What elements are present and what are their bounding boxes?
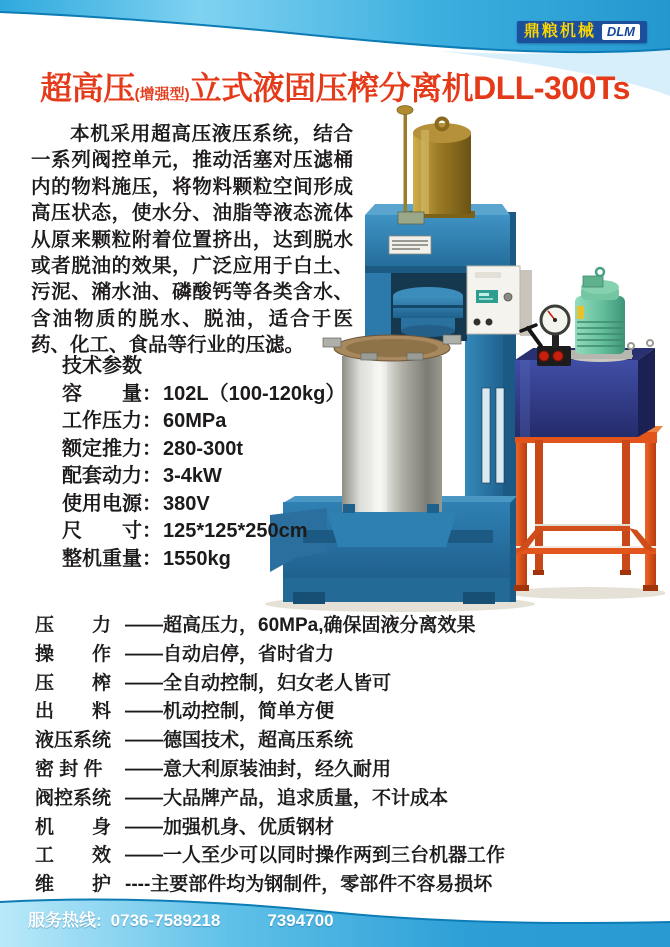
hotline-label: 服务热线: xyxy=(28,911,102,930)
spec-value: 1550kg xyxy=(163,547,231,570)
feature-text: ----主要部件均为钢制件，零部件不容易损坏 xyxy=(125,874,493,896)
pressure-gauge xyxy=(541,306,569,348)
title-qualifier: (增强型) xyxy=(134,86,190,103)
spec-row xyxy=(62,381,345,409)
feature-label: 压 力 xyxy=(35,615,112,636)
feature-label: 压 榨 xyxy=(35,672,112,694)
spec-label: 使用电源： xyxy=(62,492,162,515)
tank-stand xyxy=(514,426,663,591)
control-button xyxy=(504,293,512,301)
press-piston xyxy=(365,273,467,343)
feature-row xyxy=(35,612,645,641)
valve-lever xyxy=(528,328,541,346)
feature-row xyxy=(35,698,645,727)
hydraulic-cylinder xyxy=(409,119,475,219)
spec-row xyxy=(62,491,345,519)
company-logo xyxy=(517,21,647,43)
control-box xyxy=(467,266,532,336)
title-prefix: 超高压 xyxy=(40,70,135,106)
control-knob xyxy=(486,319,493,326)
feature-label: 密 封 件 xyxy=(35,758,103,780)
feature-text: ——自动启停，省时省力 xyxy=(125,643,335,665)
feature-label: 维 护 xyxy=(35,874,112,896)
feature-label: 工 效 xyxy=(35,845,112,867)
hotline-phone-1: 0736-7589218 xyxy=(110,911,221,930)
tank-eyebolt xyxy=(647,340,653,346)
title-main: 立式液固压榨分离机DLL-300Ts xyxy=(189,70,630,106)
feature-label: 液压系统 xyxy=(35,730,112,752)
spec-value: 102L（100-120kg） xyxy=(163,382,346,405)
spec-row xyxy=(62,436,345,464)
feature-text: ——机动控制，简单方便 xyxy=(125,701,335,723)
feature-text: ——大品牌产品，追求质量，不计成本 xyxy=(125,787,449,809)
spec-value: 280-300t xyxy=(163,437,244,460)
logo-dlm-badge: DLM xyxy=(602,24,640,40)
feature-row xyxy=(35,842,645,871)
feature-label: 阀控系统 xyxy=(35,787,112,809)
spec-label: 配套动力： xyxy=(62,465,162,487)
hotline-phone-2: 7394700 xyxy=(267,911,334,930)
rod-clamp xyxy=(398,212,424,224)
spec-label: 工作压力： xyxy=(62,410,162,432)
spec-row xyxy=(62,546,345,574)
feature-text: ——全自动控制，妇女老人皆可 xyxy=(125,672,392,694)
feature-row xyxy=(35,871,645,900)
motor-label xyxy=(577,306,584,319)
intro-paragraph: 本机采用超高压液压系统，结合一系列阀控单元，推动活塞对压滤桶内的物料施压，将物料颗粒空间形成高压状态，使水分、油脂等液态流体从原来颗粒附着位置挤出，达到脱水或者脱油的效果，广泛应用于白土、污泥、潲水油、磷酸钙等各类含水、含油物质的脱水、脱油，适合于医药、化工、食品等行业的压滤。 xyxy=(31,123,353,357)
feature-text: ——意大利原装油封，经久耐用 xyxy=(125,758,392,780)
feature-row xyxy=(35,670,645,699)
spec-value: 60MPa xyxy=(163,410,227,432)
specs-section xyxy=(62,353,345,573)
control-display xyxy=(476,290,498,303)
spec-label: 整机重量： xyxy=(62,547,162,570)
drum-support xyxy=(327,512,457,547)
page-title xyxy=(0,63,670,109)
specs-heading: 技术参数 xyxy=(62,355,142,377)
spec-label: 额定推力： xyxy=(62,437,162,460)
spec-row xyxy=(62,463,345,491)
feature-text: ——加强机身、优质钢材 xyxy=(125,816,335,838)
spec-row xyxy=(62,518,345,546)
feature-row xyxy=(35,814,645,843)
feature-row xyxy=(35,785,645,814)
feature-label: 机 身 xyxy=(35,816,112,838)
drum-clamp xyxy=(443,335,461,344)
electric-motor xyxy=(567,268,633,362)
spec-label: 尺 寸： xyxy=(62,520,162,542)
feature-row xyxy=(35,756,645,785)
features-section xyxy=(35,612,645,900)
tank-eyebolt xyxy=(628,343,634,349)
spec-value: 3-4kW xyxy=(163,465,222,487)
feature-text: ——德国技术，超高压系统 xyxy=(125,730,354,752)
feature-text: ——超高压力，60MPa,确保固液分离效果 xyxy=(125,615,476,636)
control-knob xyxy=(474,319,481,326)
motor-junction-box xyxy=(583,276,603,287)
service-hotline xyxy=(28,906,334,931)
feature-text: ——一人至少可以同时操作两到三台机器工作 xyxy=(125,845,506,867)
spec-value: 125*125*250cm xyxy=(163,520,308,542)
feature-row xyxy=(35,641,645,670)
logo-brand-text: 鼎粮机械 xyxy=(523,23,596,41)
feature-row xyxy=(35,727,645,756)
spec-value: 380V xyxy=(163,492,210,515)
floor-shadow xyxy=(507,587,665,599)
feature-label: 出 料 xyxy=(35,701,112,723)
feature-label: 操 作 xyxy=(35,643,112,665)
spec-row xyxy=(62,408,345,436)
motor-lifting-ring xyxy=(596,268,604,276)
spec-label: 容 量： xyxy=(62,382,162,405)
